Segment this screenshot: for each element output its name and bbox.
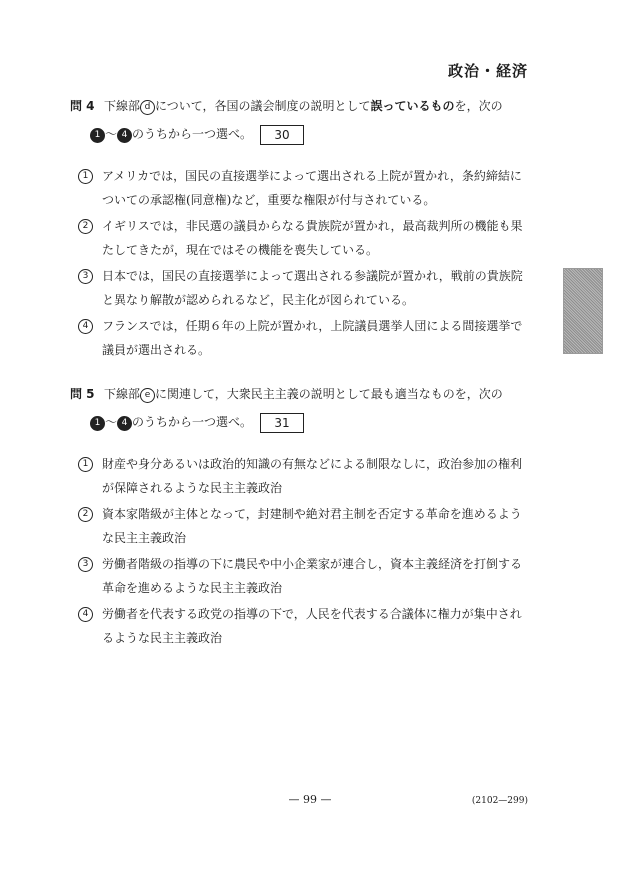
page-number: — 99 — [288,793,332,806]
stem-text: 下線部 [104,387,141,401]
option-list [70,452,530,650]
question-label: 問 5 [70,387,95,401]
option-text: 財産や身分あるいは政治的知識の有無などによる制限なしに，政治参加の権利が保障されるような民主主義政治 [102,457,523,495]
document-code: (2102—299) [471,796,528,806]
option-text: 労働者階級の指導の下に農民や中小企業家が連合し，資本主義経済を打倒する革命を進めるような民主主義政治 [102,557,523,595]
underline-ref-mark: e [140,388,155,403]
question-stem [70,92,530,120]
range-start-mark: 1 [90,416,105,431]
option-4[interactable] [78,314,530,362]
option-number: 4 [78,607,93,622]
option-text: 資本家階級が主体となって，封建制や絶対君主制を否定する革命を進めるような民主主義政治 [102,507,522,545]
option-text: フランスでは，任期６年の上院が置かれ，上院議員選挙人団による間接選挙で議員が選出される。 [102,319,523,357]
option-number: 3 [78,557,93,572]
answer-box[interactable]: 30 [260,125,304,145]
stem-emphasis: 誤っているもの [370,99,455,113]
option-4[interactable] [78,602,530,650]
question-stem [70,380,530,408]
stem-text: 下線部 [104,99,141,113]
stem-text: に関連して，大衆民主主義の説明として最も適当なものを，次の [155,387,503,401]
underline-ref-mark: d [140,100,155,115]
range-end-mark: 4 [117,416,132,431]
option-1[interactable] [78,164,530,212]
stem-text: について，各国の議会制度の説明として [155,99,371,113]
option-number: 3 [78,269,93,284]
answer-box[interactable]: 31 [260,413,304,433]
range-separator: ～ [105,415,118,429]
range-end-mark: 4 [117,128,132,143]
range-start-mark: 1 [90,128,105,143]
option-number: 2 [78,219,93,234]
section-tab-marker [563,268,603,354]
option-number: 2 [78,507,93,522]
question-5 [70,380,530,652]
subject-header: 政治・経済 [447,62,528,80]
stem-text: のうちから一つ選べ。 [132,127,253,141]
option-number: 1 [78,457,93,472]
option-2[interactable] [78,502,530,550]
question-stem-line2 [70,408,530,436]
option-text: 労働者を代表する政党の指導の下で，人民を代表する合議体に権力が集中されるような民主主義政治 [102,607,522,645]
question-stem-line2 [70,120,530,148]
stem-text: を，次の [454,99,503,113]
option-text: 日本では，国民の直接選挙によって選出される参議院が置かれ，戦前の貴族院と異なり解散が認められるなど，民主化が図られている。 [102,269,523,307]
option-number: 4 [78,319,93,334]
option-text: イギリスでは，非民選の議員からなる貴族院が置かれ，最高裁判所の機能も果たしてきたが，現在ではその機能を喪失している。 [102,219,523,257]
question-label: 問 4 [70,99,95,113]
option-3[interactable] [78,264,530,312]
stem-text: のうちから一つ選べ。 [132,415,253,429]
option-list [70,164,530,362]
option-2[interactable] [78,214,530,262]
option-text: アメリカでは，国民の直接選挙によって選出される上院が置かれ，条約締結についての承認権(同意権)など，重要な権限が付与されている。 [102,169,522,207]
option-number: 1 [78,169,93,184]
option-1[interactable] [78,452,530,500]
question-4 [70,92,530,364]
option-3[interactable] [78,552,530,600]
range-separator: ～ [105,127,118,141]
